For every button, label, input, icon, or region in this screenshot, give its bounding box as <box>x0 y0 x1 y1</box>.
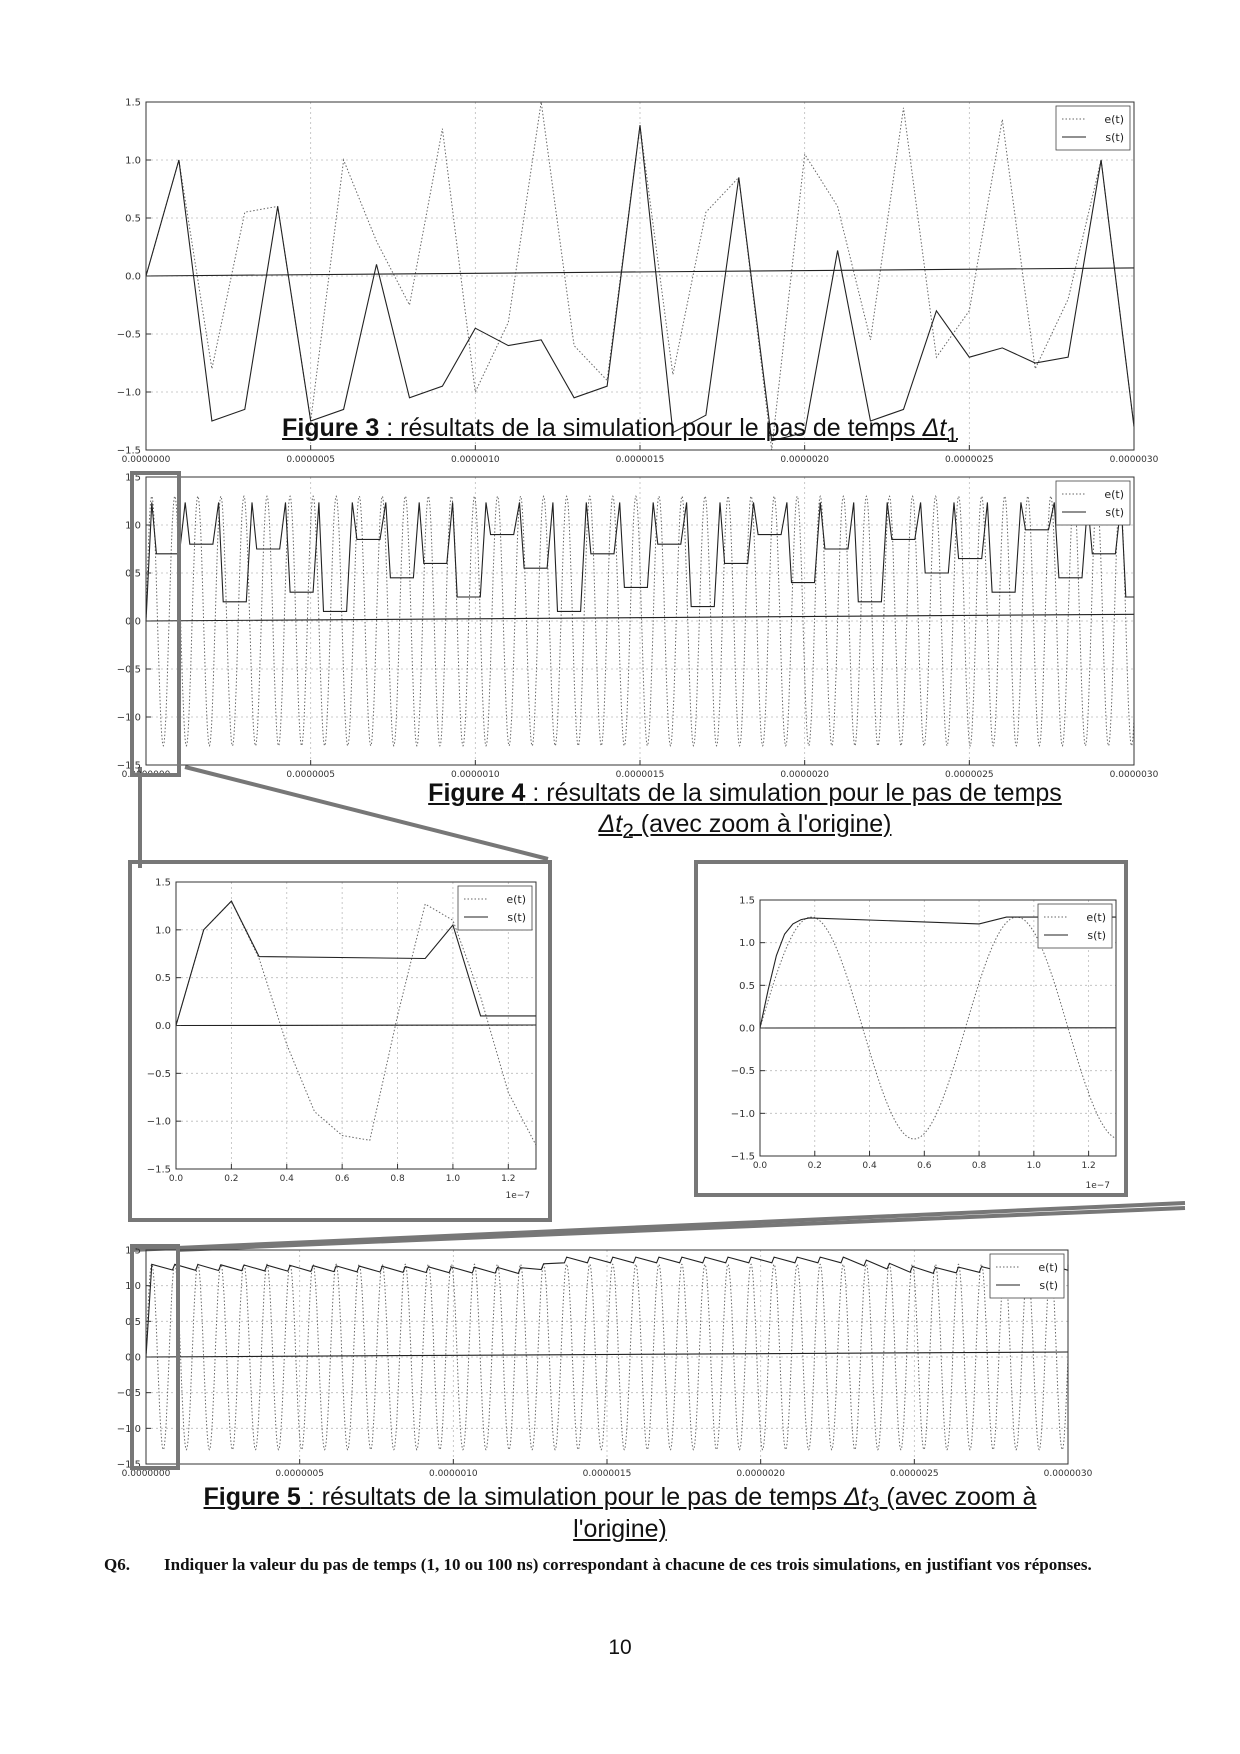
y-tick-label: 0.5 <box>739 980 755 992</box>
legend-entry: e(t) <box>1104 488 1124 501</box>
x-tick-label: 0.0000020 <box>736 1469 786 1479</box>
legend-entry: e(t) <box>1038 1261 1058 1274</box>
legend-entry: s(t) <box>1039 1279 1058 1292</box>
x-tick-label: 0.0000000 <box>121 1469 171 1479</box>
zero-baseline <box>176 1025 536 1026</box>
x-tick-label: 0.0000000 <box>121 770 171 780</box>
x-tick-label: 0.0000030 <box>1109 770 1159 780</box>
y-tick-label: 1.5 <box>739 895 755 907</box>
y-tick-label: −1.0 <box>116 712 141 724</box>
legend-entry: e(t) <box>506 893 526 906</box>
x-tick-label: 0.2 <box>224 1174 239 1184</box>
zero-baseline <box>146 268 1134 276</box>
x-tick-label: 0.8 <box>390 1174 405 1184</box>
x-tick-label: 0.0000000 <box>121 455 171 465</box>
legend-entry: s(t) <box>1087 929 1106 942</box>
x-tick-label: 0.0 <box>168 1174 184 1184</box>
y-tick-label: 0.0 <box>125 1352 141 1364</box>
series-et <box>176 901 536 1145</box>
y-tick-label: −1.0 <box>730 1108 755 1120</box>
y-tick-label: −0.5 <box>116 664 141 676</box>
page-number: 10 <box>608 1636 632 1659</box>
y-tick-label: 1.0 <box>125 520 141 532</box>
question-number: Q6. <box>104 1555 130 1574</box>
x-tick-label: 0.0000020 <box>780 770 830 780</box>
series-st <box>146 1257 1068 1357</box>
figure-5-caption-line2: l'origine) <box>573 1515 667 1543</box>
x-tick-label: 1.2 <box>501 1174 516 1184</box>
y-tick-label: −1.0 <box>146 1116 171 1128</box>
x-tick-label: 1.2 <box>1081 1161 1096 1171</box>
zoom-right-chart <box>680 860 1240 1230</box>
y-tick-label: −1.5 <box>116 760 141 772</box>
question-text: Indiquer la valeur du pas de temps (1, 10 ou 100 ns) correspondant à chacune de ces trois simulations, en justifiant vos réponses. <box>164 1555 1092 1574</box>
y-tick-label: 0.5 <box>125 213 141 225</box>
y-tick-label: 1.5 <box>125 472 141 484</box>
figure-4-caption-line1: Figure 4 : résultats de la simulation pour le pas de temps <box>428 779 1062 807</box>
y-tick-label: 0.0 <box>155 1021 171 1032</box>
x-tick-label: 0.0000025 <box>944 770 994 780</box>
legend-entry: s(t) <box>507 911 526 924</box>
x-tick-label: 0.0000025 <box>944 455 994 465</box>
legend-entry: e(t) <box>1104 113 1124 126</box>
y-tick-label: 1.0 <box>739 938 755 950</box>
y-tick-label: 0.5 <box>125 1316 141 1328</box>
y-tick-label: 1.0 <box>125 155 141 167</box>
y-tick-label: −1.0 <box>116 387 141 399</box>
x-tick-label: 0.0000010 <box>428 1469 478 1479</box>
figure-4-caption-line2: $\Delta t_2$ (avec zoom à l'origine) <box>598 810 892 843</box>
y-tick-label: 1.5 <box>125 1245 141 1257</box>
y-tick-label: −1.5 <box>116 1459 141 1471</box>
figure-3-caption: Figure 3 : résultats de la simulation pour le pas de temps $\Delta t_1$ <box>282 414 958 447</box>
legend-entry: s(t) <box>1105 506 1124 519</box>
y-tick-label: −1.5 <box>730 1151 755 1163</box>
x-multiplier-label: 1e−7 <box>1085 1181 1110 1191</box>
x-tick-label: 0.0000030 <box>1109 455 1159 465</box>
x-tick-label: 1.0 <box>1026 1161 1042 1171</box>
x-tick-label: 0.4 <box>862 1161 877 1171</box>
x-tick-label: 1.0 <box>445 1174 461 1184</box>
figure-label: Figure 4 <box>428 779 526 807</box>
x-tick-label: 0.6 <box>917 1161 932 1171</box>
y-tick-label: −0.5 <box>116 329 141 341</box>
x-tick-label: 0.0000020 <box>780 455 830 465</box>
x-tick-label: 0.0000005 <box>286 455 336 465</box>
y-tick-label: 0.0 <box>125 271 141 283</box>
y-tick-label: 1.0 <box>155 925 171 937</box>
x-tick-label: 0.6 <box>334 1174 350 1184</box>
x-tick-label: 0.0000005 <box>286 770 336 780</box>
x-tick-label: 0.0000010 <box>450 455 500 465</box>
figure-label: Figure 3 <box>282 414 380 442</box>
y-tick-label: −0.5 <box>116 1388 141 1400</box>
figure-4-chart <box>0 465 1240 785</box>
y-tick-label: 1.0 <box>125 1281 141 1293</box>
x-tick-label: 0.0000015 <box>582 1469 632 1479</box>
y-tick-label: −1.5 <box>146 1164 171 1176</box>
legend-entry: e(t) <box>1086 911 1106 924</box>
y-tick-label: −0.5 <box>146 1068 171 1080</box>
y-tick-label: 1.5 <box>125 97 141 109</box>
y-tick-label: 0.5 <box>125 568 141 580</box>
zoom-left-chart <box>0 860 560 1230</box>
y-tick-label: −0.5 <box>730 1066 755 1078</box>
y-tick-label: 1.5 <box>155 877 171 889</box>
x-tick-label: 0.0 <box>752 1161 768 1171</box>
zero-baseline <box>146 614 1134 621</box>
figure-5-caption-line1: Figure 5 : résultats de la simulation pour le pas de temps $\Delta t_3$ (avec zoom à <box>203 1483 1037 1516</box>
x-tick-label: 0.0000005 <box>275 1469 325 1479</box>
y-tick-label: 0.5 <box>155 973 171 985</box>
y-tick-label: −1.5 <box>116 445 141 457</box>
x-tick-label: 0.4 <box>279 1174 294 1184</box>
figure-5-chart <box>0 1240 1240 1500</box>
figure-label: Figure 5 <box>203 1483 301 1511</box>
y-tick-label: 0.0 <box>739 1023 755 1035</box>
x-tick-label: 0.0000025 <box>889 1469 939 1479</box>
y-tick-label: −1.0 <box>116 1423 141 1435</box>
x-tick-label: 0.0000010 <box>450 770 500 780</box>
y-tick-label: 0.0 <box>125 616 141 628</box>
x-multiplier-label: 1e−7 <box>505 1191 530 1201</box>
x-tick-label: 0.0000015 <box>615 455 665 465</box>
x-tick-label: 0.0000030 <box>1043 1469 1093 1479</box>
x-tick-label: 0.0000015 <box>615 770 665 780</box>
x-tick-label: 0.8 <box>971 1161 987 1171</box>
x-tick-label: 0.2 <box>807 1161 822 1171</box>
legend-entry: s(t) <box>1105 131 1124 144</box>
